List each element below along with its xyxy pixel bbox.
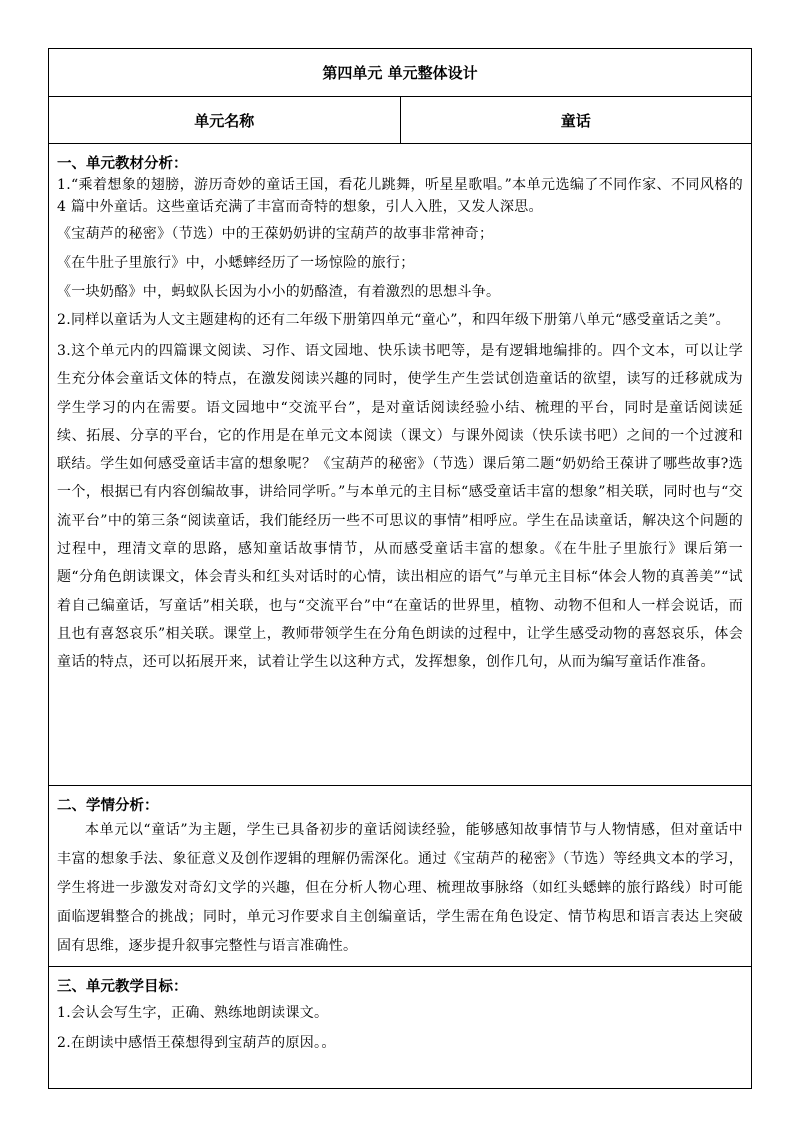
learner-paragraph: 本单元以“童话”为主题，学生已具备初步的童话阅读经验，能够感知故事情节与人物情感，但对童话中丰富的想象手法、象征意义及创作逻辑的理解仍需深化。通过《宝葫芦的秘密》（节选）等经典文本的学习，学生将进一步激发对奇幻文学的兴趣，但在分析人物心理、梳理故事脉络（如红头蟋蟀的旅行路线）时可能面临逻辑整合的挑战；同时，单元习作要求自主创编童话，学生需在角色设定、情节构思和语言表达上突破固有思维，逐步提升叙事完整性与语言准确性。 — [57, 822, 743, 954]
section-heading-teaching-goals: 三、单元教学目标： — [57, 979, 188, 995]
table-title-row — [49, 49, 751, 97]
analysis-paragraph-1: 1.“乘着想象的翅膀，游历奇妙的童话王国，看花儿跳舞，听星星歌唱。”本单元选编了不同作家、不同风格的 4 篇中外童话。这些童话充满了丰富而奇特的想象，引人入胜，又发人深思。 — [57, 177, 743, 215]
analysis-paragraph-2: 《宝葫芦的秘密》（节选）中的王葆奶奶讲的宝葫芦的故事非常神奇； — [57, 226, 494, 242]
unit-name-row — [49, 97, 751, 144]
unit-name-label: 单元名称 — [49, 97, 401, 143]
section-heading-textbook-analysis: 一、单元教材分析： — [57, 156, 188, 172]
unit-name-value: 童话 — [560, 111, 591, 130]
goal-item-1: 1.会认会写生字，正确、熟练地朗读课文。 — [57, 1005, 329, 1021]
page-title: 第四单元 单元整体设计 — [322, 64, 478, 82]
section-heading-learner-analysis: 二、学情分析： — [57, 798, 159, 814]
unit-design-table — [48, 48, 752, 1089]
analysis-paragraph-6: 3.这个单元内的四篇课文阅读、习作、语文园地、快乐读书吧等，是有逻辑地编排的。四个文本，可以让学生充分体会童话文体的特点，在激发阅读兴趣的同时，使学生产生尝试创造童话的欲望，读写的迁移就成为学生学习的内在需要。语文园地中“交流平台”，是对童话阅读经验小结、梳理的平台，同时是童话阅读延续、拓展、分享的平台，它的作用是在单元文本阅读（课文）与课外阅读（快乐读书吧）之间的一个过渡和联结。学生如何感受童话丰富的想象呢？《宝葫芦的秘密》（节选）课后第二题“奶奶给王葆讲了哪些故事?选一个，根据已有内容创编故事，讲给同学听。”与本单元的主目标“感受童话丰富的想象”相关联，同时也与“交流平台”中的第三条“阅读童话，我们能经历一些不可思议的事情”相呼应。学生在品读童话，解决这个问题的过程中，理清文章的思路，感知童话故事情节，从而感受童话丰富的想象。《在牛肚子里旅行》课后第一题“分角色朗读课文，体会青头和红头对话时的心情，读出相应的语气”与单元主目标“体会人物的真善美”“试着自己编童话，写童话”相关联，也与“交流平台”中“在童话的世界里，植物、动物不但和人一样会说话，而且也有喜怒哀乐”相关联。课堂上，教师带领学生在分角色朗读的过程中，让学生感受动物的喜怒哀乐，体会童话的特点，还可以拓展开来，试着让学生以这种方式，发挥想象，创作几句，从而为编写童话作准备。 — [57, 343, 743, 671]
learner-analysis-section — [49, 786, 751, 967]
goal-item-2: 2.在朗读中感悟王葆想得到宝葫芦的原因。。 — [57, 1035, 336, 1051]
analysis-paragraph-4: 《一块奶酪》中，蚂蚁队长因为小小的奶酪渣，有着激烈的思想斗争。 — [57, 284, 501, 300]
analysis-paragraph-3: 《在牛肚子里旅行》中，小蟋蟀经历了一场惊险的旅行； — [57, 255, 415, 271]
analysis-paragraph-5: 2.同样以童话为人文主题建构的还有二年级下册第四单元“童心”，和四年级下册第八单元“感受童话之美”。 — [57, 312, 730, 328]
teaching-goals-section — [49, 967, 751, 1088]
textbook-analysis-section — [49, 144, 751, 786]
